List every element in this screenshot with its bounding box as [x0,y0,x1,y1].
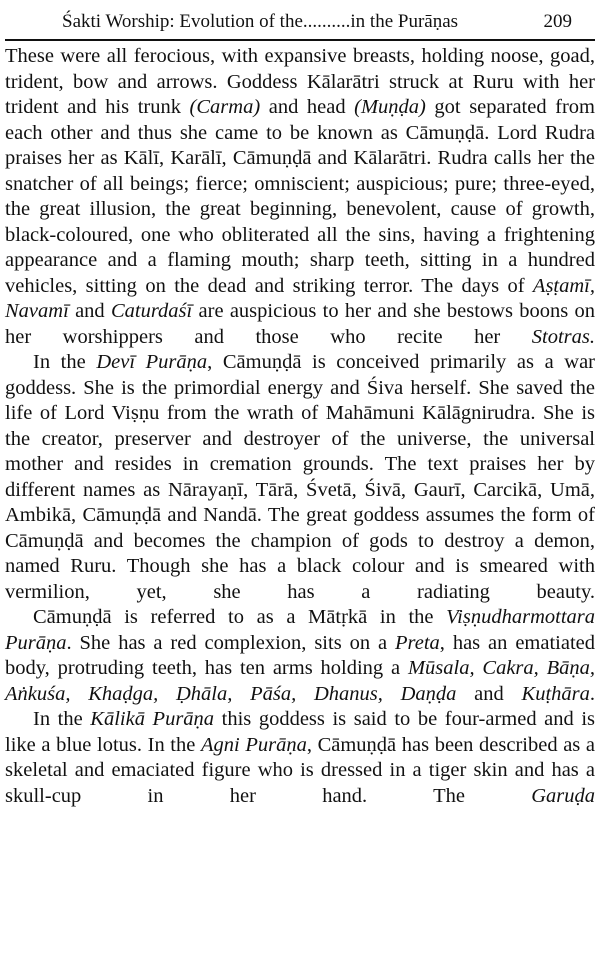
text-run: are auspicious to her and she bestows boons on her worshippers and those who recite her [5,300,595,348]
text-run: and [456,682,522,705]
italic-text-run: (Carma) [189,96,261,118]
paragraph [5,350,595,605]
italic-text-run: Kālikā Purāṇa [90,708,215,730]
paragraph [5,605,595,707]
text-run: and head [260,96,355,118]
running-title: Śakti Worship: Evolution of the..........in the Purāṇas [62,11,459,32]
text-run: Cāmuṇḍā is referred to as a Mātṛkā in the [33,606,447,628]
header-rule [5,39,595,41]
italic-text-run: Preta [395,631,440,654]
text-run: These were all ferocious, with expansive breasts, holding noose, goad, trident, bow and arrows. Goddess Kālarātri struck at Ruru with her trident and his trunk [5,45,595,118]
text-run: . She has a red complexion, sits on a [66,631,395,654]
page-number: 209 [543,11,572,32]
italic-text-run: Viṣṇudharmottara Purāṇa [5,606,595,654]
italic-text-run: Stotras. [531,325,595,348]
text-run: , has an ematiated body, protruding teeth, has ten arms holding a [5,631,595,679]
text-run: In the [33,708,91,730]
text-run: . [589,682,595,705]
text-run: In the [33,351,97,373]
italic-text-run: Agni Purāṇa [200,733,307,756]
text-run: got separated from each other and thus she came to be known as Cāmuṇḍā. Lord Rudra praises her as Kālī, Karālī, Cāmuṇḍā and Kālarātri. Rudra calls her the snatcher of all beings; fierce; omniscient; auspicious; pure; three-eyed, the great illusion, the great beginning, benevolent, cause of growth, black-coloured, one who obliterated all the sins, having a frightening appearance and a flaming mouth; sharp teeth, sitting in a hundred vehicles, sitting on the dead and striking terror. The days of [5,96,595,297]
text-run: , Cāmuṇḍā is conceived primarily as a war goddess. She is the primordial energy and Śiva herself. She saved the life of Lord Viṣṇu from the wrath of Mahāmuni Kālāgnirudra. She is the creator, preserver and destroyer of the universe, the universal mother and resides in cremation grounds. The text praises her by different names as Nārayaṇī, Tārā, Śvetā, Śivā, Gaurī, Carcikā, Umā, Ambikā, Cāmuṇḍā and Nandā. The great goddess assumes the form of Cāmuṇḍā and becomes the champion of gods to destroy a demon, named Ruru. Though she has a black colour and is smeared with vermilion, yet, she has a radiating beauty. [5,351,595,603]
italic-text-run: Aṣṭamī, Navamī [5,274,595,322]
italic-text-run: Mūsala, Cakra, Bāṇa, Aṅkuśa, Khaḍga, Ḍhāla, Pāśa, Dhanus, Daṇḍa [5,657,596,705]
italic-text-run: Garuḍa [531,784,595,807]
body-text [5,44,595,809]
italic-text-run: (Muṇḍa) [354,96,426,118]
text-run: and [68,300,111,322]
text-run: this goddess is said to be four-armed and is like a blue lotus. In the [5,708,595,756]
italic-text-run: Devī Purāṇa [96,351,208,373]
italic-text-run: Kuṭhāra [521,682,590,705]
running-header [22,0,578,33]
paragraph [5,44,595,350]
paragraph [5,707,595,809]
text-run: , Cāmuṇḍā has been described as a skeletal and emaciated figure who is dressed in a tiger skin and has a skull-cup in her hand. The [5,733,595,807]
italic-text-run: Caturdaśī [110,300,193,322]
